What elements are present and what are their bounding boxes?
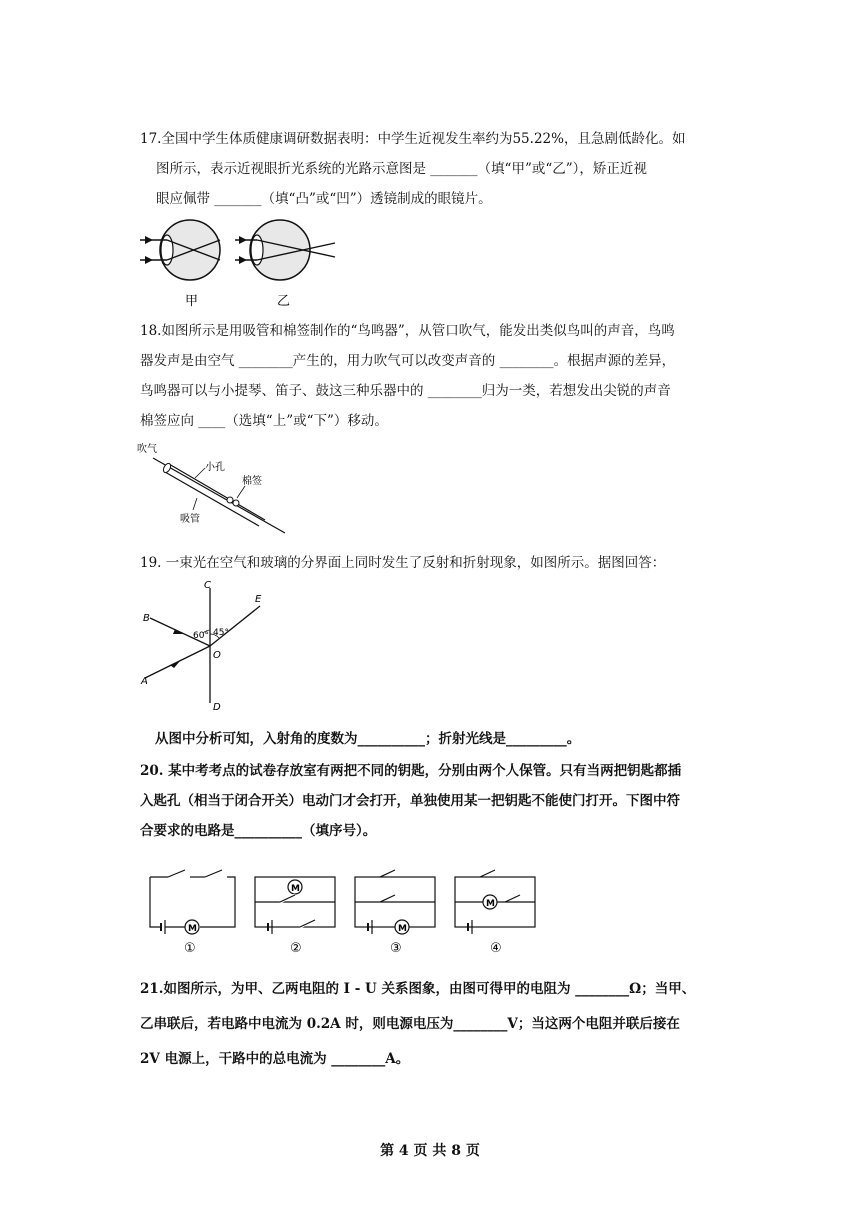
q18-line2: 器发声是由空气 ________产生的，用力吹气可以改变声音的 ________。根据声源的差异，: [140, 353, 676, 369]
point-a: A: [141, 676, 148, 687]
motor-label: M: [486, 899, 495, 909]
circuit-1-label: ①: [184, 941, 196, 956]
q17-line3: 眼应佩带 _______（填“凸”或“凹”）透镜制成的眼镜片。: [156, 191, 492, 207]
point-d: D: [213, 702, 221, 713]
point-o: O: [213, 650, 221, 661]
circuit-3: [355, 870, 435, 956]
point-e: E: [255, 594, 262, 605]
angle-45: 45°: [213, 628, 229, 638]
motor-label: M: [188, 924, 197, 934]
q20-line1: 20. 某中考考点的试卷存放室有两把不同的钥匙，分别由两个人保管。只有当两把钥匙都插: [140, 763, 682, 779]
q21-line2: 乙串联后，若电路中电流为 0.2A 时，则电源电压为________V；当这两个电阻并联后接在: [140, 1016, 680, 1032]
q17-line2: 图所示，表示近视眼折光系统的光路示意图是 _______（填“甲”或“乙”），矫正近视: [156, 161, 647, 177]
q21-line3: 2V 电源上，干路中的总电流为 ________A。: [140, 1051, 410, 1067]
refraction-diagram: [135, 578, 275, 713]
eye-b-label: 乙: [277, 294, 291, 309]
q20-line2: 入匙孔（相当于闭合开关）电动门才会打开，单独使用某一把钥匙不能使门打开。下图中符: [140, 793, 680, 809]
circuit-2: [255, 877, 335, 956]
eye-diagram: [135, 215, 345, 310]
eye-a: [140, 220, 220, 280]
circuit-1: [150, 870, 235, 956]
q19-line2: 从图中分析可知，入射角的度数为__________；折射光线是_________。: [155, 731, 581, 747]
q17-line1: 17.全国中学生体质健康调研数据表明：中学生近视发生率约为55.22%，且急剧低龄化。如: [140, 131, 686, 147]
q21-line1: 21.如图所示，为甲、乙两电阻的 I - U 关系图象，由图可得甲的电阻为 ________Ω；当甲、: [140, 981, 696, 997]
q20-line3: 合要求的电路是__________（填序号）。: [140, 823, 377, 839]
motor-label: M: [398, 924, 407, 934]
point-b: B: [143, 613, 150, 624]
point-c: C: [204, 580, 211, 591]
circuit-2-label: ②: [290, 941, 302, 956]
eye-b: [235, 220, 335, 280]
straw-label: 吸管: [180, 514, 200, 525]
circuit-diagrams: [140, 862, 560, 957]
swab-label: 棉签: [242, 476, 262, 487]
eye-a-label: 甲: [185, 294, 199, 309]
hole-label: 小孔: [205, 462, 225, 473]
circuit-3-label: ③: [390, 941, 402, 956]
q19-line1: 19. 一束光在空气和玻璃的分界面上同时发生了反射和折射现象，如图所示。据图回答：: [140, 555, 666, 571]
motor-label: M: [291, 884, 300, 894]
circuit-4-label: ④: [490, 941, 502, 956]
angle-60: 60°: [193, 631, 209, 641]
q18-line1: 18.如图所示是用吸管和棉签制作的“鸟鸣器”，从管口吹气，能发出类似鸟叫的声音，鸟鸣: [140, 323, 675, 339]
q18-line4: 棉签应向 ____（选填“上”或“下”）移动。: [140, 413, 388, 429]
page-footer: 第 4 页 共 8 页: [380, 1143, 480, 1159]
blow-label: 吹气: [137, 444, 157, 455]
q18-line3: 鸟鸣器可以与小提琴、笛子、鼓这三种乐器中的 ________归为一类，若想发出尖锐的声音: [140, 383, 671, 399]
bird-whistle-diagram: [135, 438, 300, 538]
circuit-4: [455, 870, 535, 956]
